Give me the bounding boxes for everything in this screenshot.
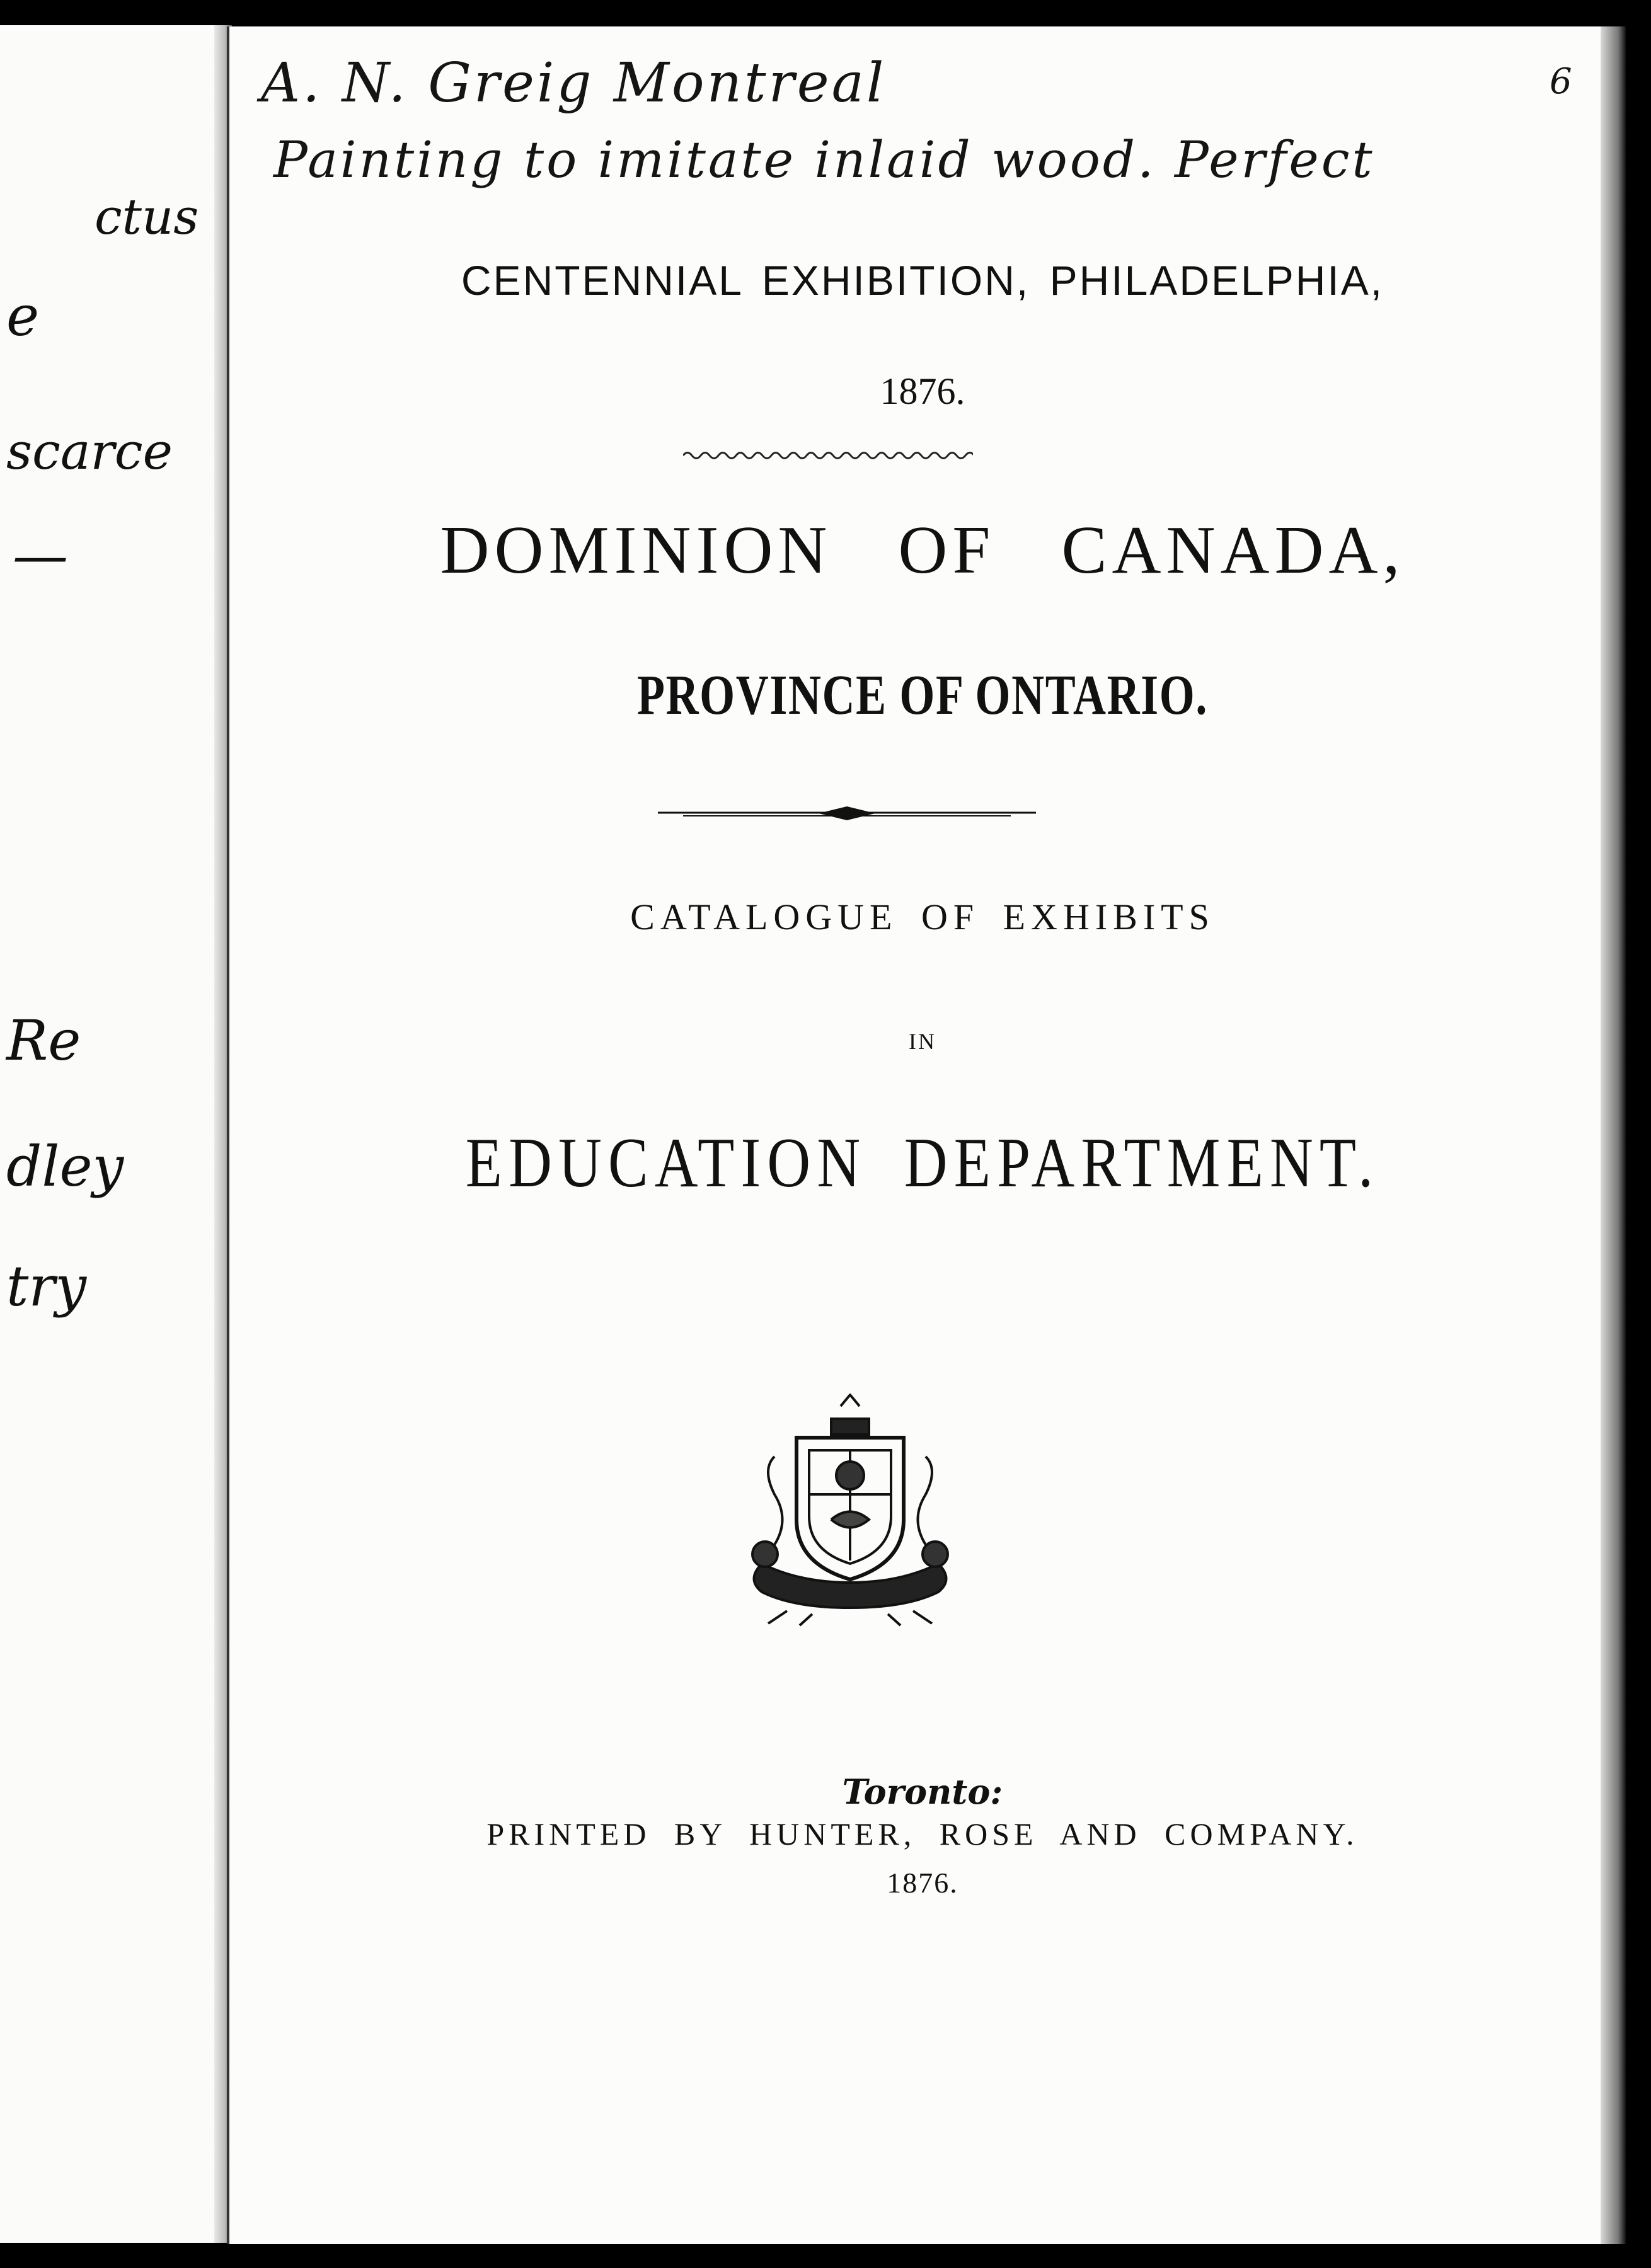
left-facing-page [0, 25, 232, 2243]
catalogue-heading: CATALOGUE OF EXHIBITS [630, 896, 1215, 937]
left-marginalia-7: try [6, 1254, 87, 1319]
handwritten-description-note: Painting to imitate inlaid wood. Perfect [273, 130, 1375, 189]
province-heading: PROVINCE OF ONTARIO. [636, 664, 1209, 726]
handwritten-owner-note: A. N. Greig Montreal [261, 52, 887, 115]
left-marginalia-5: Re [6, 1008, 81, 1073]
ornamental-divider [658, 800, 1036, 825]
left-marginalia-1: ctus [95, 189, 199, 246]
coat-of-arms-icon [737, 1394, 964, 1627]
left-marginalia-4: — [13, 523, 68, 588]
exhibition-heading: CENTENNIAL EXHIBITION, PHILADELPHIA, [461, 257, 1384, 304]
left-marginalia-3: scarce [6, 422, 173, 481]
title-page [227, 26, 1613, 2244]
imprint-year: 1876. [887, 1867, 958, 1899]
exhibition-year: 1876. [880, 370, 965, 412]
printer-line: PRINTED BY HUNTER, ROSE AND COMPANY. [486, 1816, 1359, 1852]
wavy-rule [683, 449, 973, 462]
left-marginalia-2: e [6, 284, 40, 348]
department-heading: EDUCATION DEPARTMENT. [465, 1124, 1380, 1202]
left-marginalia-6: dley [6, 1134, 124, 1199]
in-connector: IN [909, 1029, 936, 1054]
handwritten-page-number: 6 [1550, 61, 1575, 102]
page-fore-edge [1601, 26, 1626, 2244]
dominion-heading: DOMINION OF CANADA, [440, 513, 1405, 588]
imprint-city: Toronto: [842, 1772, 1003, 1812]
